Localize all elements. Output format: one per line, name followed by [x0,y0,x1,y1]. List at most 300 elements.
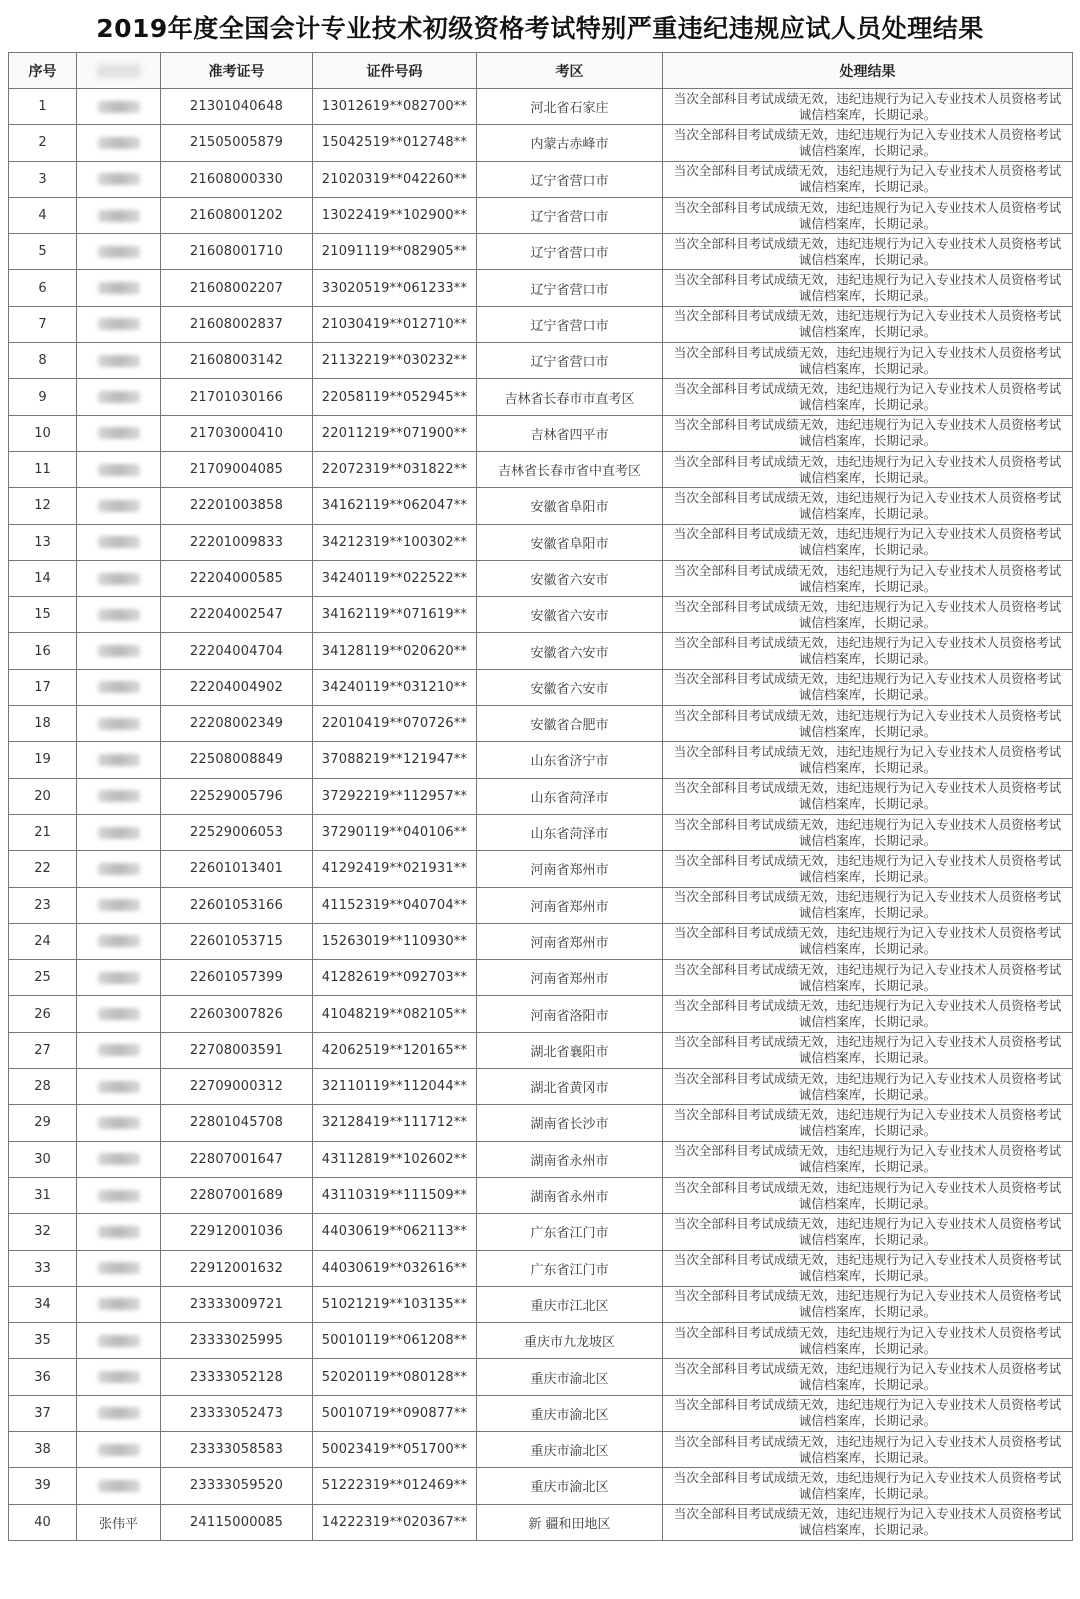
redacted-name [98,899,140,911]
table-row [9,742,1073,778]
redacted-name [98,1117,140,1129]
cell-name [77,560,161,596]
table-row [9,1177,1073,1213]
cell-result: 当次全部科目考试成绩无效，违纪违规行为记入专业技术人员资格考试诚信档案库，长期记录。 [663,669,1073,705]
table-row [9,234,1073,270]
cell-id-no: 50010119**061208** [313,1323,477,1359]
redacted-name [98,718,140,730]
cell-result: 当次全部科目考试成绩无效，违纪违规行为记入专业技术人员资格考试诚信档案库，长期记录。 [663,597,1073,633]
cell-name [77,125,161,161]
redacted-name [98,645,140,657]
redacted-name [98,1226,140,1238]
cell-seq: 16 [9,633,77,669]
cell-id-no: 22010419**070726** [313,706,477,742]
cell-seq: 40 [9,1504,77,1540]
redacted-name [98,1444,140,1456]
cell-result: 当次全部科目考试成绩无效，违纪违规行为记入专业技术人员资格考试诚信档案库，长期记录。 [663,1504,1073,1540]
cell-id-no: 41152319**040704** [313,887,477,923]
cell-exam-no: 22204004902 [161,669,313,705]
cell-region: 河南省郑州市 [477,960,663,996]
redacted-name [98,1190,140,1202]
table-row [9,1359,1073,1395]
cell-name [77,488,161,524]
table-row [9,1214,1073,1250]
cell-exam-no: 21608002207 [161,270,313,306]
cell-exam-no: 23333058583 [161,1431,313,1467]
cell-id-no: 37088219**121947** [313,742,477,778]
cell-region: 吉林省四平市 [477,415,663,451]
cell-name [77,1250,161,1286]
cell-exam-no: 21703000410 [161,415,313,451]
cell-result: 当次全部科目考试成绩无效，违纪违规行为记入专业技术人员资格考试诚信档案库，长期记录。 [663,633,1073,669]
table-row [9,597,1073,633]
cell-seq: 25 [9,960,77,996]
cell-region: 河南省郑州市 [477,887,663,923]
cell-result: 当次全部科目考试成绩无效，违纪违规行为记入专业技术人员资格考试诚信档案库，长期记录。 [663,306,1073,342]
cell-id-no: 37290119**040106** [313,814,477,850]
cell-result: 当次全部科目考试成绩无效，违纪违规行为记入专业技术人员资格考试诚信档案库，长期记录。 [663,996,1073,1032]
cell-result: 当次全部科目考试成绩无效，违纪违规行为记入专业技术人员资格考试诚信档案库，长期记录。 [663,851,1073,887]
redacted-name [98,935,140,947]
table-row [9,488,1073,524]
cell-seq: 6 [9,270,77,306]
redacted-name [98,863,140,875]
cell-name [77,161,161,197]
table-row [9,343,1073,379]
cell-seq: 23 [9,887,77,923]
cell-result: 当次全部科目考试成绩无效，违纪违规行为记入专业技术人员资格考试诚信档案库，长期记录。 [663,814,1073,850]
cell-exam-no: 22601013401 [161,851,313,887]
cell-name [77,1032,161,1068]
cell-exam-no: 22529006053 [161,814,313,850]
cell-name [77,1504,161,1540]
cell-seq: 19 [9,742,77,778]
header-seq: 序号 [9,53,77,89]
cell-region: 重庆市渝北区 [477,1431,663,1467]
cell-id-no: 15263019**110930** [313,923,477,959]
cell-result: 当次全部科目考试成绩无效，违纪违规行为记入专业技术人员资格考试诚信档案库，长期记录。 [663,451,1073,487]
cell-region: 广东省江门市 [477,1214,663,1250]
cell-exam-no: 22912001036 [161,1214,313,1250]
table-row [9,1323,1073,1359]
cell-seq: 12 [9,488,77,524]
cell-id-no: 41048219**082105** [313,996,477,1032]
cell-exam-no: 22208002349 [161,706,313,742]
table-row [9,161,1073,197]
cell-result: 当次全部科目考试成绩无效，违纪违规行为记入专业技术人员资格考试诚信档案库，长期记录。 [663,89,1073,125]
cell-result: 当次全部科目考试成绩无效，违纪违规行为记入专业技术人员资格考试诚信档案库，长期记录。 [663,161,1073,197]
cell-region: 湖南省永州市 [477,1141,663,1177]
cell-id-no: 21030419**012710** [313,306,477,342]
cell-seq: 18 [9,706,77,742]
cell-id-no: 21132219**030232** [313,343,477,379]
table-row [9,560,1073,596]
cell-seq: 30 [9,1141,77,1177]
cell-region: 河南省洛阳市 [477,996,663,1032]
cell-name [77,89,161,125]
cell-seq: 10 [9,415,77,451]
cell-exam-no: 21608002837 [161,306,313,342]
redacted-name [98,464,140,476]
redacted-name [98,573,140,585]
cell-name [77,197,161,233]
cell-seq: 28 [9,1069,77,1105]
cell-result: 当次全部科目考试成绩无效，违纪违规行为记入专业技术人员资格考试诚信档案库，长期记录。 [663,1395,1073,1431]
cell-region: 河南省郑州市 [477,851,663,887]
cell-name [77,1359,161,1395]
cell-region: 安徽省六安市 [477,560,663,596]
cell-name [77,1177,161,1213]
cell-id-no: 32110119**112044** [313,1069,477,1105]
cell-region: 湖北省襄阳市 [477,1032,663,1068]
redacted-name [98,1008,140,1020]
cell-seq: 34 [9,1286,77,1322]
cell-region: 安徽省阜阳市 [477,488,663,524]
redacted-name [98,282,140,294]
cell-region: 安徽省六安市 [477,669,663,705]
table-row [9,1032,1073,1068]
table-row [9,451,1073,487]
table-row [9,1069,1073,1105]
cell-region: 河北省石家庄 [477,89,663,125]
cell-name [77,343,161,379]
table-row [9,1105,1073,1141]
cell-exam-no: 22601057399 [161,960,313,996]
cell-region: 吉林省长春市市直考区 [477,379,663,415]
cell-id-no: 43110319**111509** [313,1177,477,1213]
redacted-name [98,1371,140,1383]
cell-name [77,996,161,1032]
redacted-name [98,427,140,439]
cell-exam-no: 21301040648 [161,89,313,125]
cell-result: 当次全部科目考试成绩无效，违纪违规行为记入专业技术人员资格考试诚信档案库，长期记录。 [663,742,1073,778]
table-row [9,524,1073,560]
cell-result: 当次全部科目考试成绩无效，违纪违规行为记入专业技术人员资格考试诚信档案库，长期记录。 [663,415,1073,451]
cell-region: 重庆市江北区 [477,1286,663,1322]
cell-exam-no: 24115000085 [161,1504,313,1540]
cell-name [77,778,161,814]
cell-id-no: 50023419**051700** [313,1431,477,1467]
cell-exam-no: 22201009833 [161,524,313,560]
cell-result: 当次全部科目考试成绩无效，违纪违规行为记入专业技术人员资格考试诚信档案库，长期记录。 [663,1431,1073,1467]
cell-name [77,270,161,306]
cell-name [77,669,161,705]
redacted-name [98,1407,140,1419]
cell-exam-no: 21709004085 [161,451,313,487]
cell-exam-no: 22204004704 [161,633,313,669]
cell-region: 安徽省六安市 [477,633,663,669]
cell-region: 安徽省阜阳市 [477,524,663,560]
cell-id-no: 13022419**102900** [313,197,477,233]
cell-region: 辽宁省营口市 [477,343,663,379]
cell-exam-no: 23333009721 [161,1286,313,1322]
table-row [9,923,1073,959]
cell-exam-no: 22508008849 [161,742,313,778]
header-exam-no: 准考证号 [161,53,313,89]
redacted-name [98,827,140,839]
cell-name [77,415,161,451]
name-text: 张伟平 [98,1516,138,1532]
cell-seq: 31 [9,1177,77,1213]
redacted-name [98,101,140,113]
table-row [9,887,1073,923]
cell-name [77,234,161,270]
table-row [9,706,1073,742]
redacted-name [98,391,140,403]
cell-result: 当次全部科目考试成绩无效，违纪违规行为记入专业技术人员资格考试诚信档案库，长期记录。 [663,1359,1073,1395]
cell-result: 当次全部科目考试成绩无效，违纪违规行为记入专业技术人员资格考试诚信档案库，长期记录。 [663,1214,1073,1250]
cell-id-no: 22011219**071900** [313,415,477,451]
cell-seq: 2 [9,125,77,161]
header-name [77,53,161,89]
table-row [9,960,1073,996]
header-id-no: 证件号码 [313,53,477,89]
cell-result: 当次全部科目考试成绩无效，违纪违规行为记入专业技术人员资格考试诚信档案库，长期记录。 [663,488,1073,524]
redacted-name [98,536,140,548]
cell-seq: 13 [9,524,77,560]
cell-result: 当次全部科目考试成绩无效，违纪违规行为记入专业技术人员资格考试诚信档案库，长期记录。 [663,560,1073,596]
table-body [9,89,1073,1541]
cell-seq: 5 [9,234,77,270]
table-row [9,669,1073,705]
cell-id-no: 21091119**082905** [313,234,477,270]
redacted-name [98,500,140,512]
cell-exam-no: 22601053166 [161,887,313,923]
cell-name [77,1395,161,1431]
cell-id-no: 41282619**092703** [313,960,477,996]
cell-id-no: 34212319**100302** [313,524,477,560]
cell-region: 山东省济宁市 [477,742,663,778]
cell-id-no: 34162119**062047** [313,488,477,524]
redacted-name [98,1480,140,1492]
cell-seq: 32 [9,1214,77,1250]
redacted-name [98,1044,140,1056]
table-header-row [9,53,1073,89]
cell-exam-no: 22601053715 [161,923,313,959]
table-row [9,89,1073,125]
redacted-name [98,1153,140,1165]
table-row [9,1141,1073,1177]
cell-region: 重庆市渝北区 [477,1395,663,1431]
cell-exam-no: 22912001632 [161,1250,313,1286]
results-table [8,52,1073,1541]
cell-seq: 14 [9,560,77,596]
cell-seq: 29 [9,1105,77,1141]
cell-result: 当次全部科目考试成绩无效，违纪违规行为记入专业技术人员资格考试诚信档案库，长期记录。 [663,1468,1073,1504]
redacted-name [98,137,140,149]
cell-seq: 20 [9,778,77,814]
table-row [9,778,1073,814]
cell-name [77,1069,161,1105]
redacted-name [98,355,140,367]
cell-id-no: 41292419**021931** [313,851,477,887]
cell-result: 当次全部科目考试成绩无效，违纪违规行为记入专业技术人员资格考试诚信档案库，长期记录。 [663,1323,1073,1359]
table-row [9,814,1073,850]
cell-id-no: 33020519**061233** [313,270,477,306]
cell-region: 广东省江门市 [477,1250,663,1286]
cell-name [77,633,161,669]
cell-seq: 17 [9,669,77,705]
cell-seq: 9 [9,379,77,415]
cell-name [77,1431,161,1467]
cell-name [77,742,161,778]
cell-region: 内蒙古赤峰市 [477,125,663,161]
cell-result: 当次全部科目考试成绩无效，违纪违规行为记入专业技术人员资格考试诚信档案库，长期记录。 [663,270,1073,306]
cell-region: 重庆市渝北区 [477,1359,663,1395]
cell-result: 当次全部科目考试成绩无效，违纪违规行为记入专业技术人员资格考试诚信档案库，长期记录。 [663,960,1073,996]
cell-id-no: 14222319**020367** [313,1504,477,1540]
cell-seq: 26 [9,996,77,1032]
cell-exam-no: 22709000312 [161,1069,313,1105]
cell-region: 重庆市九龙坡区 [477,1323,663,1359]
cell-region: 湖南省长沙市 [477,1105,663,1141]
table-row [9,379,1073,415]
table-row [9,996,1073,1032]
cell-exam-no: 21608001710 [161,234,313,270]
cell-exam-no: 21608000330 [161,161,313,197]
redacted-name [98,790,140,802]
cell-exam-no: 22201003858 [161,488,313,524]
cell-exam-no: 23333052473 [161,1395,313,1431]
cell-id-no: 50010719**090877** [313,1395,477,1431]
redacted-name [98,210,140,222]
table-row [9,1286,1073,1322]
cell-id-no: 43112819**102602** [313,1141,477,1177]
cell-seq: 37 [9,1395,77,1431]
table-row [9,1250,1073,1286]
cell-seq: 33 [9,1250,77,1286]
cell-region: 辽宁省营口市 [477,234,663,270]
cell-seq: 8 [9,343,77,379]
cell-name [77,597,161,633]
table-row [9,1395,1073,1431]
cell-exam-no: 22204002547 [161,597,313,633]
redacted-name [98,1262,140,1274]
cell-exam-no: 22529005796 [161,778,313,814]
header-result: 处理结果 [663,53,1073,89]
cell-result: 当次全部科目考试成绩无效，违纪违规行为记入专业技术人员资格考试诚信档案库，长期记录。 [663,379,1073,415]
cell-result: 当次全部科目考试成绩无效，违纪违规行为记入专业技术人员资格考试诚信档案库，长期记录。 [663,706,1073,742]
redacted-name [98,754,140,766]
cell-seq: 35 [9,1323,77,1359]
table-row [9,125,1073,161]
table-row [9,197,1073,233]
cell-seq: 22 [9,851,77,887]
cell-seq: 7 [9,306,77,342]
cell-exam-no: 21701030166 [161,379,313,415]
cell-exam-no: 22807001689 [161,1177,313,1213]
cell-region: 辽宁省营口市 [477,197,663,233]
redacted-name [98,173,140,185]
cell-result: 当次全部科目考试成绩无效，违纪违规行为记入专业技术人员资格考试诚信档案库，长期记录。 [663,923,1073,959]
cell-region: 辽宁省营口市 [477,306,663,342]
cell-id-no: 34240119**022522** [313,560,477,596]
cell-exam-no: 22807001647 [161,1141,313,1177]
cell-name [77,524,161,560]
header-region: 考区 [477,53,663,89]
cell-id-no: 42062519**120165** [313,1032,477,1068]
cell-region: 山东省菏泽市 [477,814,663,850]
document-title: 2019年度全国会计专业技术初级资格考试特别严重违纪违规应试人员处理结果 [96,14,984,43]
cell-region: 湖南省永州市 [477,1177,663,1213]
cell-result: 当次全部科目考试成绩无效，违纪违规行为记入专业技术人员资格考试诚信档案库，长期记录。 [663,1069,1073,1105]
cell-result: 当次全部科目考试成绩无效，违纪违规行为记入专业技术人员资格考试诚信档案库，长期记录。 [663,1141,1073,1177]
table-row [9,270,1073,306]
cell-region: 辽宁省营口市 [477,270,663,306]
cell-seq: 11 [9,451,77,487]
cell-id-no: 22072319**031822** [313,451,477,487]
cell-id-no: 34240119**031210** [313,669,477,705]
cell-id-no: 51222319**012469** [313,1468,477,1504]
redacted-name [98,1335,140,1347]
cell-name [77,1105,161,1141]
cell-exam-no: 22204000585 [161,560,313,596]
cell-result: 当次全部科目考试成绩无效，违纪违规行为记入专业技术人员资格考试诚信档案库，长期记录。 [663,125,1073,161]
cell-region: 辽宁省营口市 [477,161,663,197]
cell-seq: 4 [9,197,77,233]
cell-region: 吉林省长春市省中直考区 [477,451,663,487]
cell-exam-no: 21608003142 [161,343,313,379]
cell-seq: 38 [9,1431,77,1467]
table-row [9,1504,1073,1540]
cell-id-no: 37292219**112957** [313,778,477,814]
cell-result: 当次全部科目考试成绩无效，违纪违规行为记入专业技术人员资格考试诚信档案库，长期记录。 [663,1032,1073,1068]
cell-name [77,1214,161,1250]
cell-id-no: 34162119**071619** [313,597,477,633]
cell-region: 新 疆和田地区 [477,1504,663,1540]
redacted-name [98,972,140,984]
cell-result: 当次全部科目考试成绩无效，违纪违规行为记入专业技术人员资格考试诚信档案库，长期记录。 [663,1250,1073,1286]
cell-seq: 24 [9,923,77,959]
cell-name [77,306,161,342]
cell-name [77,1286,161,1322]
cell-result: 当次全部科目考试成绩无效，违纪违规行为记入专业技术人员资格考试诚信档案库，长期记录。 [663,1177,1073,1213]
cell-id-no: 51021219**103135** [313,1286,477,1322]
cell-result: 当次全部科目考试成绩无效，违纪违规行为记入专业技术人员资格考试诚信档案库，长期记录。 [663,197,1073,233]
table-row [9,1468,1073,1504]
cell-exam-no: 21505005879 [161,125,313,161]
cell-exam-no: 23333059520 [161,1468,313,1504]
cell-seq: 1 [9,89,77,125]
cell-id-no: 21020319**042260** [313,161,477,197]
redacted-name [98,1081,140,1093]
cell-result: 当次全部科目考试成绩无效，违纪违规行为记入专业技术人员资格考试诚信档案库，长期记录。 [663,1105,1073,1141]
cell-exam-no: 23333025995 [161,1323,313,1359]
cell-region: 重庆市渝北区 [477,1468,663,1504]
cell-name [77,851,161,887]
cell-name [77,379,161,415]
table-row [9,851,1073,887]
redacted-name [98,681,140,693]
cell-name [77,1323,161,1359]
cell-region: 山东省菏泽市 [477,778,663,814]
cell-name [77,814,161,850]
cell-id-no: 44030619**032616** [313,1250,477,1286]
cell-seq: 39 [9,1468,77,1504]
redacted-name [98,246,140,258]
cell-region: 河南省郑州市 [477,923,663,959]
cell-region: 安徽省合肥市 [477,706,663,742]
cell-seq: 36 [9,1359,77,1395]
cell-id-no: 34128119**020620** [313,633,477,669]
redacted-header-name [97,64,141,78]
cell-exam-no: 21608001202 [161,197,313,233]
cell-id-no: 52020119**080128** [313,1359,477,1395]
redacted-name [98,318,140,330]
cell-name [77,887,161,923]
table-row [9,633,1073,669]
cell-region: 安徽省六安市 [477,597,663,633]
